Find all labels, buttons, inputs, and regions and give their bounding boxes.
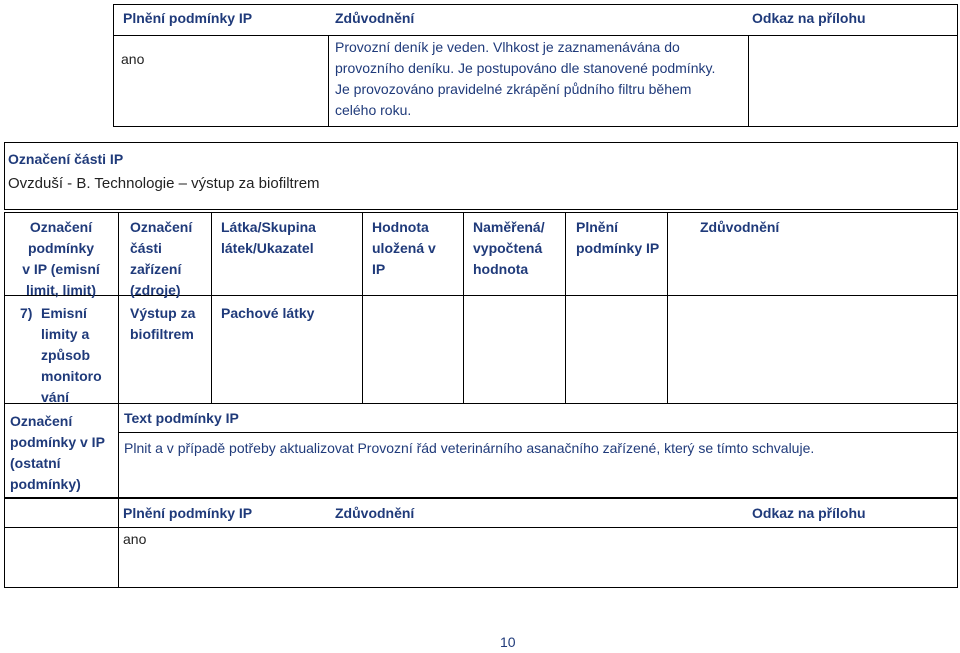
header-line: Hodnota [372, 219, 429, 235]
row-number: 7) [20, 305, 33, 321]
zduvodneni-line: Provozní deník je veden. Vlhkost je zaznamenávána do [335, 39, 680, 55]
zduvodneni-line: Je provozováno pravidelné zkrápění půdního filtru během [335, 81, 692, 97]
table-1-header-odkaz: Odkaz na přílohu [752, 10, 866, 26]
ip-part-label: Označení části IP [8, 151, 124, 167]
table-2-left-divider [118, 498, 119, 588]
text-label-divider [118, 432, 958, 433]
header-line: Naměřená/ [473, 219, 545, 235]
label-line: podmínky) [10, 476, 81, 492]
table-1-header-divider [113, 35, 958, 36]
table-2-header-zduvodneni: Zdůvodnění [335, 505, 415, 521]
header-line: Označení [29, 219, 93, 235]
label-line: (ostatní [10, 455, 61, 471]
col-header-latka [221, 217, 316, 259]
text-podminky-value: Plnit a v případě potřeby aktualizovat Provozní řád veterinárního asanačního zařízené, který se tímto schvaluje. [124, 440, 815, 456]
emission-table-row-divider [4, 403, 958, 404]
row-line: monitoro [41, 368, 102, 384]
table-1-zduvodneni-text [335, 37, 715, 121]
table-1-col-divider-1 [328, 35, 329, 127]
header-line: podmínky IP [576, 240, 660, 256]
header-line: Plnění [576, 219, 619, 235]
header-line: podmínky [27, 240, 95, 256]
table-2-plneni-value: ano [123, 531, 147, 547]
col-header-oznaceni-podminky [13, 217, 109, 301]
emission-col-divider [463, 212, 464, 403]
table-1-plneni-value: ano [121, 51, 145, 67]
emission-col-divider [118, 212, 119, 498]
text-podminky-label: Text podmínky IP [124, 410, 239, 426]
row-latka: Pachové látky [221, 305, 315, 321]
col-header-hodnota [372, 217, 436, 280]
header-line: látek/Ukazatel [221, 240, 314, 256]
table-1-col-divider-2 [748, 35, 749, 127]
zduvodneni-line: celého roku. [335, 102, 412, 118]
table-2-header-odkaz: Odkaz na přílohu [752, 505, 866, 521]
label-line: Označení [10, 413, 73, 429]
header-line: v IP (emisní [22, 261, 100, 277]
header-line: vypočtená [473, 240, 543, 256]
table-2-header-divider [4, 527, 958, 528]
header-line: hodnota [473, 261, 529, 277]
emission-col-divider [667, 212, 668, 403]
row-line: limity a [41, 326, 90, 342]
col-header-zduvodneni [700, 217, 779, 238]
ip-part-value: Ovzduší - B. Technologie – výstup za biofiltrem [8, 175, 320, 192]
row-line: Výstup za [130, 305, 196, 321]
row-line: způsob [41, 347, 90, 363]
zduvodneni-line: provozního deníku. Je postupováno dle stanovené podmínky. [335, 60, 716, 76]
header-line: zařízení [130, 261, 182, 277]
row-line: vání [41, 389, 70, 405]
emission-col-divider [362, 212, 363, 403]
ostatni-label [10, 411, 105, 495]
header-line: (zdroje) [130, 282, 181, 298]
row-cast [130, 303, 195, 345]
table-2-header-plneni: Plnění podmínky IP [123, 505, 253, 521]
header-line: Látka/Skupina [221, 219, 316, 235]
header-line: části [130, 240, 162, 256]
col-header-oznaceni-casti [130, 217, 192, 301]
header-line: Zdůvodnění [700, 219, 780, 235]
emission-col-divider [565, 212, 566, 403]
page-number: 10 [500, 634, 516, 650]
header-line: uložená v [372, 240, 436, 256]
header-line: IP [372, 261, 386, 277]
header-line: limit, limit) [26, 282, 96, 298]
label-line: podmínky v IP [10, 434, 105, 450]
row-podminka [41, 303, 102, 408]
table-1-header-plneni: Plnění podmínky IP [123, 10, 253, 26]
col-header-plneni [576, 217, 659, 259]
header-line: Označení [130, 219, 193, 235]
emission-col-divider [211, 212, 212, 403]
row-line: biofiltrem [130, 326, 194, 342]
col-header-namerena [473, 217, 545, 280]
table-1-header-zduvodneni: Zdůvodnění [335, 10, 415, 26]
row-line: Emisní [41, 305, 87, 321]
